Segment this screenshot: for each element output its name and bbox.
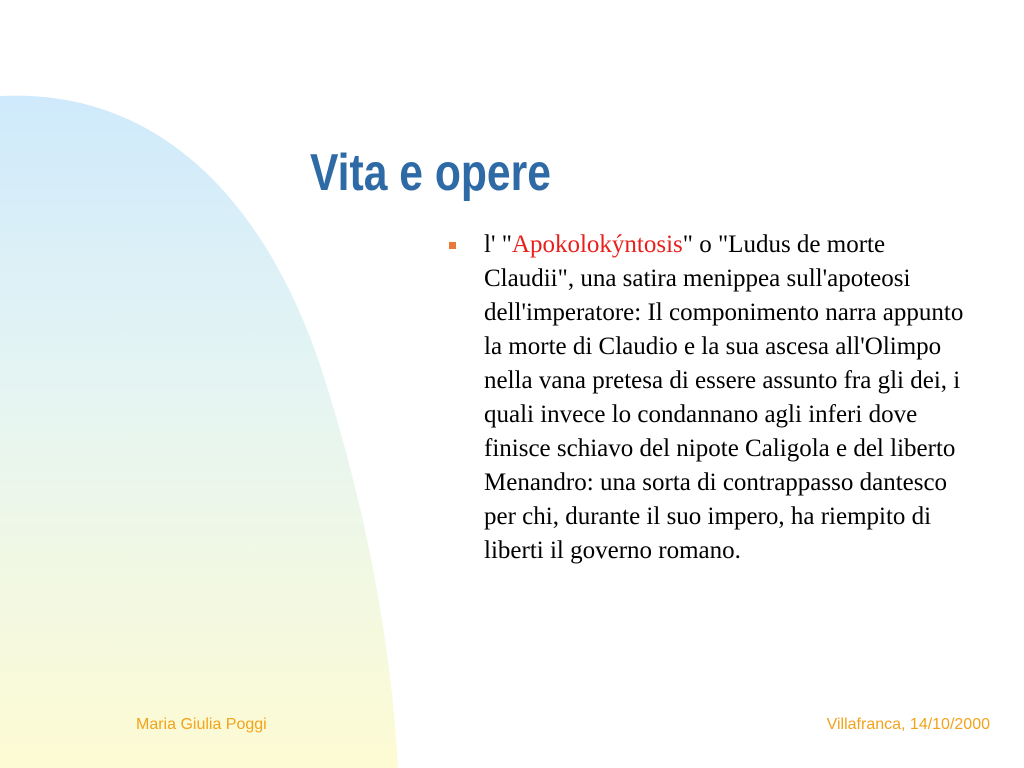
bullet-square-icon — [449, 242, 456, 249]
slide-title: Vita e opere — [310, 144, 551, 202]
bullet-text-suffix: " o "Ludus de morte Claudii", una satira menippea sull'apoteosi dell'imperatore: Il componimento narra appunto la morte di Claudio e la sua ascesa all'Olimpo nella vana pretesa di essere assunto fra gli dei, i quali invece lo condannano agli inferi dove finisce schiavo del nipote Caligola e del liberto Menandro: una sorta di contrappasso dantesco per chi, durante il suo impero, ha riempito di liberti il governo romano. — [484, 231, 964, 564]
bullet-item — [440, 228, 974, 568]
bullet-text-prefix: l' " — [484, 231, 512, 258]
bullet-text-highlight: Apokolokýntosis — [511, 231, 683, 258]
footer-author: Maria Giulia Poggi — [136, 716, 267, 733]
slide-content — [440, 228, 1000, 568]
footer-place-date: Villafranca, 14/10/2000 — [826, 716, 990, 733]
